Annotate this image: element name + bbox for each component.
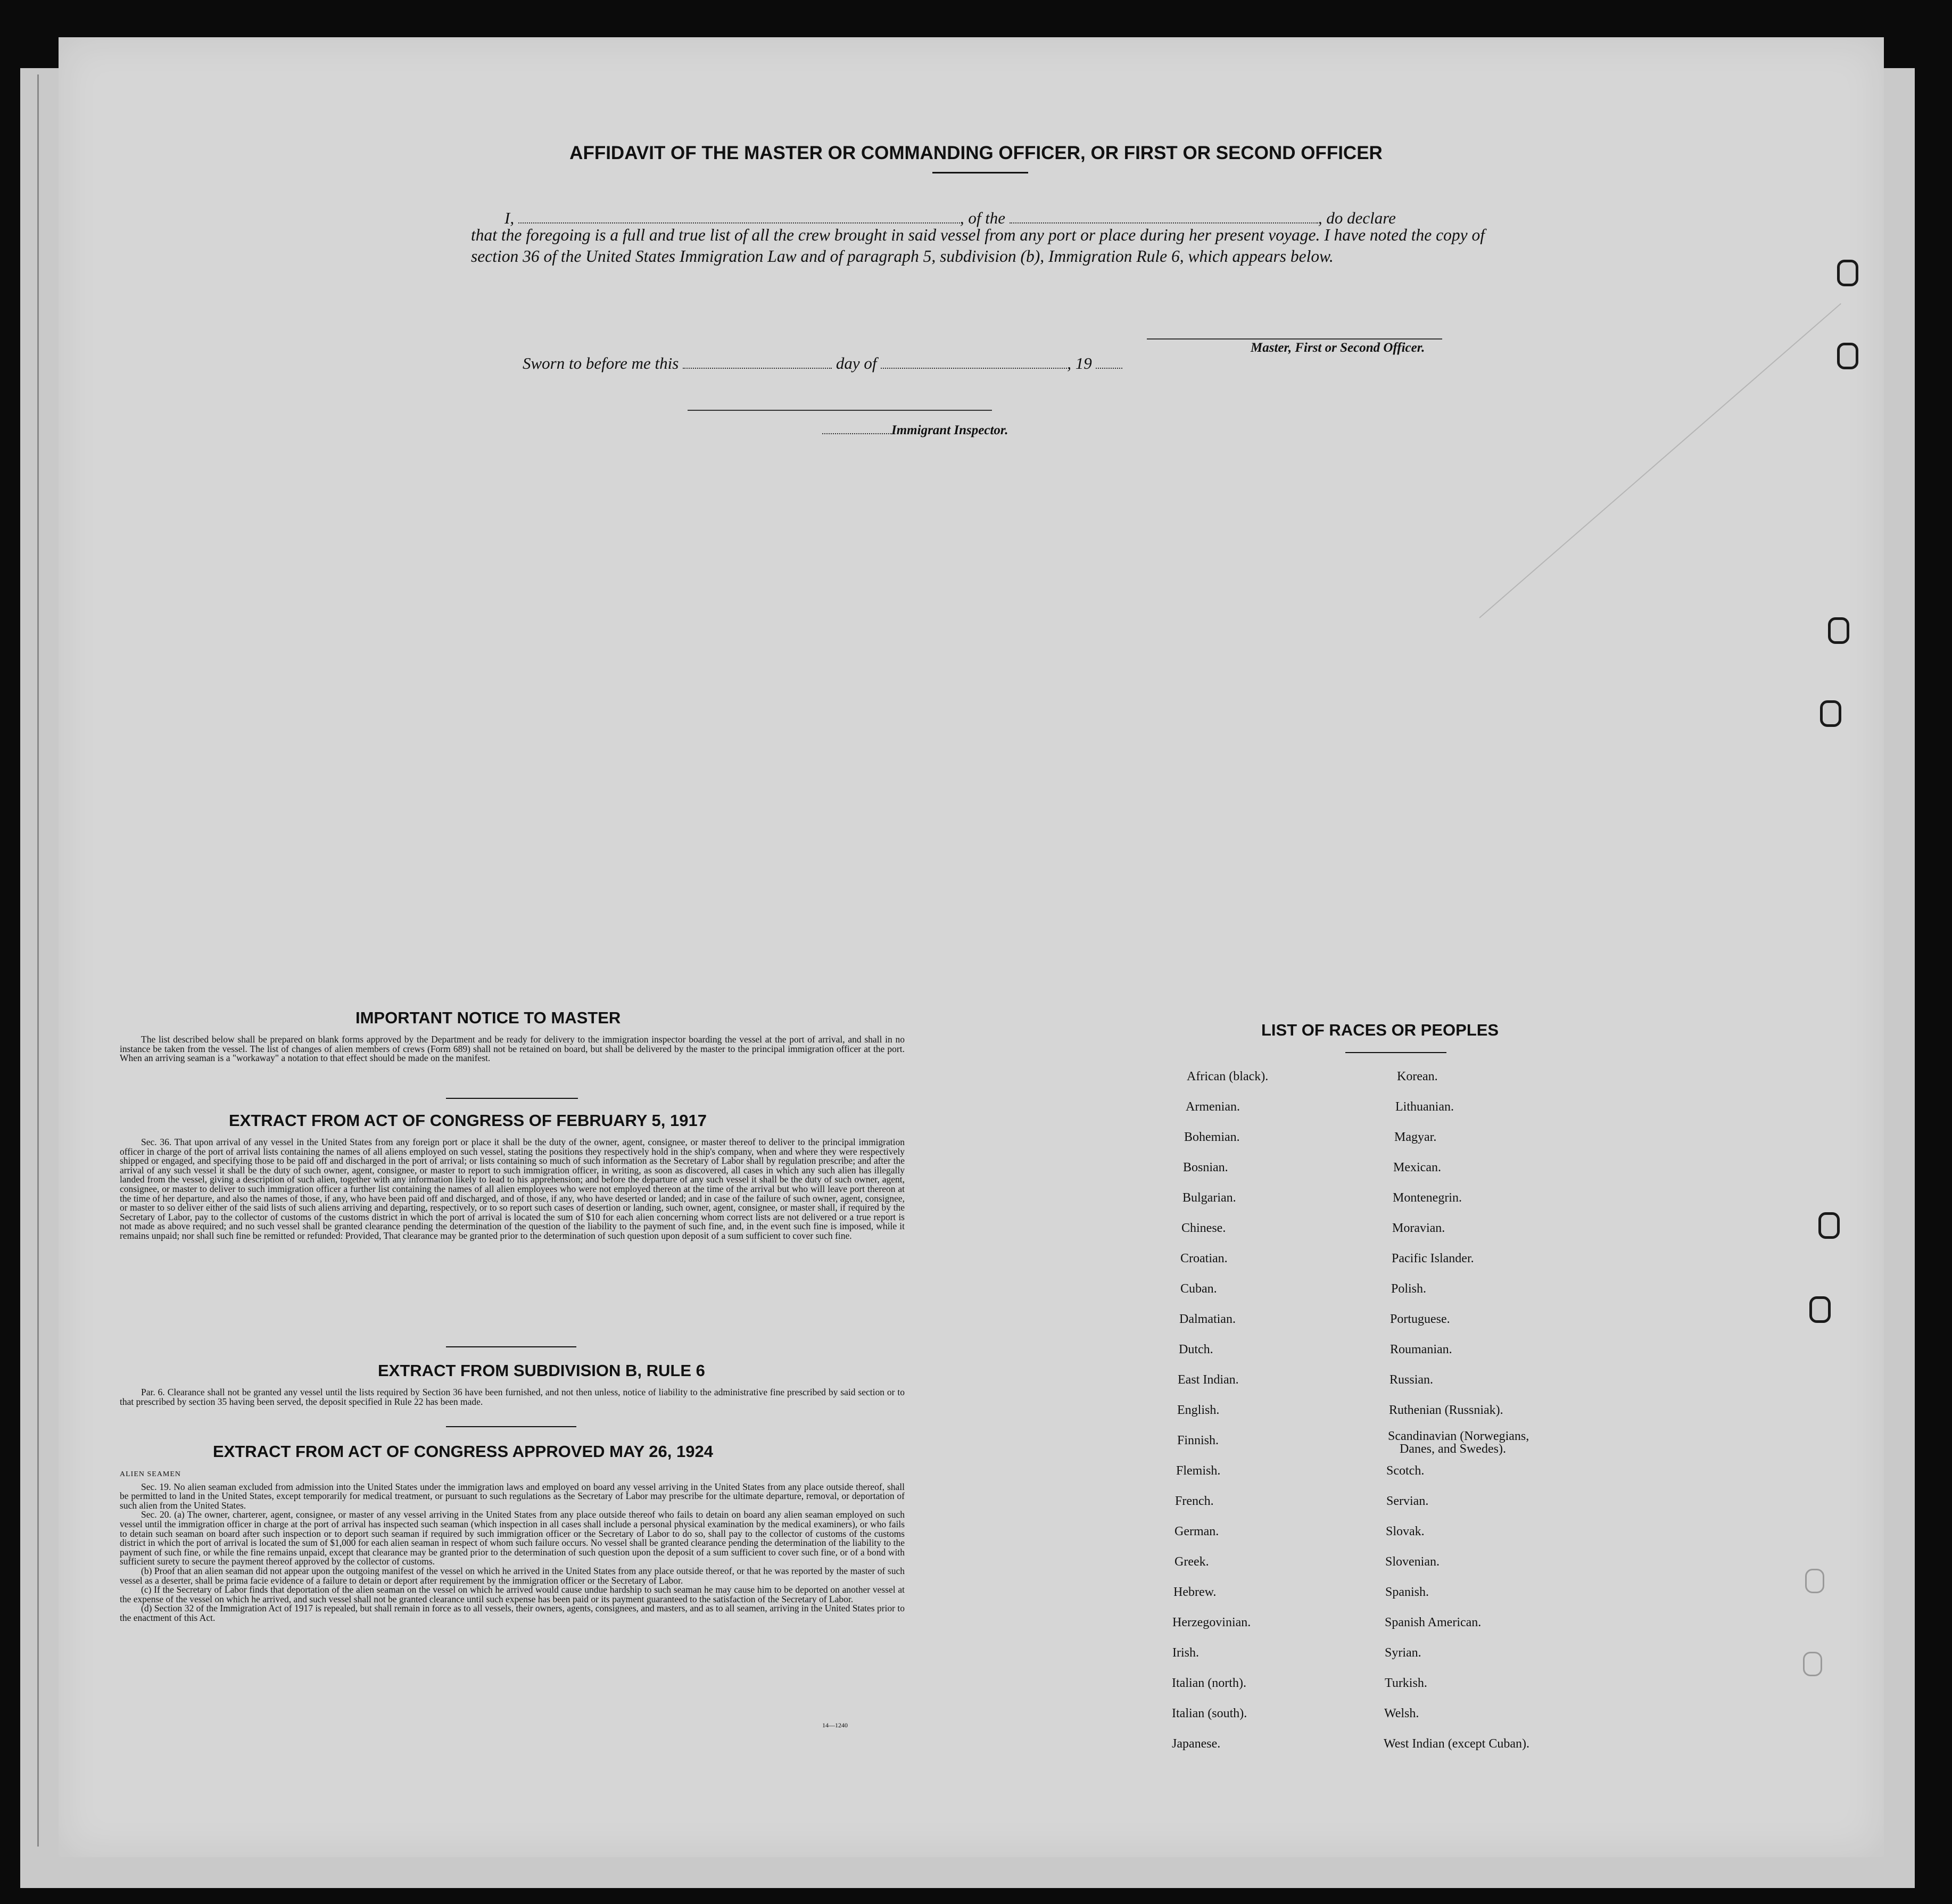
punch-hole-icon (1805, 1569, 1824, 1593)
race-item: Mexican. (1393, 1161, 1441, 1174)
races-title: LIST OF RACES OR PEOPLES (1261, 1021, 1499, 1039)
races-title-rule (1345, 1052, 1446, 1053)
race-item: Italian (south). (1172, 1707, 1247, 1720)
punch-hole-icon (1837, 343, 1858, 369)
race-item: Slovenian. (1385, 1555, 1440, 1569)
inspector-dash (822, 427, 891, 434)
sworn-month-blank[interactable] (881, 356, 1067, 369)
affidavit-title: AFFIDAVIT OF THE MASTER OR COMMANDING OFFICER, OR FIRST OR SECOND OFFICER (569, 143, 1383, 163)
sworn-day-blank[interactable] (683, 356, 832, 369)
race-item: Korean. (1397, 1070, 1438, 1083)
extract-1917-title: EXTRACT FROM ACT OF CONGRESS OF FEBRUARY 5, 1917 (229, 1111, 707, 1130)
punch-hole-icon (1803, 1652, 1822, 1676)
punch-hole-icon (1818, 1212, 1840, 1239)
affidavit-body: that the foregoing is a full and true list of all the crew brought in said vessel from any port or place during her present voyage. I have noted the copy of section 36 of the United States Immigration Law and of paragraph 5, subdivision (b), Immigration Rule 6, which appears below. (471, 226, 1485, 266)
race-item: Hebrew. (1173, 1585, 1217, 1599)
race-item: Spanish. (1385, 1585, 1429, 1599)
race-item: Bulgarian. (1182, 1191, 1236, 1205)
extract-1924-sec20b: (b) Proof that an alien seaman did not appear upon the outgoing manifest of the vessel on which he arrived in the United States from any place outside thereof, or that he was reported by the master of such vessel as a deserter, shall be prima facie evidence of a failure to detain or deport after requirement by the immigration officer or the Secretary of Labor. (120, 1565, 905, 1586)
notice-paragraph: The list described below shall be prepared on blank forms approved by the Department and be ready for delivery to the immigration inspector boarding the vessel at the port of arrival, and shall in no instance be taken from the vessel. The list of changes of alien members of crews (Form 689) shall not be retained on board, but shall be delivered by the master to the principal immigration officer at the port. When an arriving seaman is a "workaway" a notation to that effect should be made on the manifest. (120, 1034, 905, 1064)
sworn-year: , 19 (1067, 354, 1092, 372)
race-item: Scotch. (1386, 1464, 1425, 1478)
race-item: Magyar. (1394, 1130, 1437, 1144)
race-item: Polish. (1391, 1282, 1427, 1296)
race-item: Bosnian. (1183, 1161, 1228, 1174)
notice-text (120, 1035, 905, 1063)
race-item: Italian (north). (1172, 1676, 1246, 1690)
extract-1917-text (120, 1138, 905, 1241)
race-item: Pacific Islander. (1392, 1252, 1474, 1265)
inspector-signature-line[interactable] (688, 410, 992, 411)
race-item: West Indian (except Cuban). (1384, 1737, 1529, 1751)
notice-title: IMPORTANT NOTICE TO MASTER (355, 1008, 621, 1027)
extract-1924-text (120, 1469, 905, 1623)
extract-rule6-text (120, 1388, 905, 1406)
alien-seamen-subtitle: ALIEN SEAMEN (120, 1470, 181, 1478)
race-item: Dalmatian. (1179, 1312, 1236, 1326)
race-item: Bohemian. (1184, 1130, 1240, 1144)
race-item: Slovak. (1386, 1525, 1425, 1538)
punch-hole-icon (1809, 1296, 1831, 1323)
punch-hole-icon (1828, 617, 1849, 644)
race-item: Dutch. (1179, 1343, 1213, 1356)
race-item: Ruthenian (Russniak). (1389, 1403, 1503, 1417)
race-item: Danes, and Swedes). (1400, 1442, 1506, 1456)
section-rule (446, 1346, 576, 1347)
of-the-text: , of the (960, 209, 1006, 227)
race-item: Japanese. (1172, 1737, 1221, 1751)
race-item: Finnish. (1177, 1434, 1219, 1447)
extract-1924-title: EXTRACT FROM ACT OF CONGRESS APPROVED MAY 26, 1924 (213, 1442, 713, 1461)
race-item: Flemish. (1176, 1464, 1221, 1478)
vessel-name-blank[interactable] (1010, 211, 1318, 223)
extract-1924-sec20d: (d) Section 32 of the Immigration Act of 1917 is repealed, but shall remain in force as to all vessels, their owners, agents, consignees, and masters, and as to all seamen, arriving in the United States prior to the enactment of this Act. (120, 1603, 905, 1623)
race-item: Montenegrin. (1393, 1191, 1462, 1205)
race-item: East Indian. (1178, 1373, 1239, 1387)
race-item: Armenian. (1186, 1100, 1240, 1114)
race-item: German. (1174, 1525, 1219, 1538)
race-item: Servian. (1386, 1494, 1429, 1508)
race-item: Cuban. (1180, 1282, 1217, 1296)
race-item: Irish. (1172, 1646, 1199, 1660)
section-rule (446, 1098, 578, 1099)
extract-1924-sec20a: Sec. 20. (a) The owner, charterer, agent, consignee, or master of any vessel arriving in the United States from any place outside thereof who fails to detain on board any alien seaman employed on such vessel until the immigration officer in charge at the port of arrival has inspected such seaman (which inspection in all cases shall include a personal physical examination by the medical examiners), or who fails to detain such seaman on board after such inspection or to deport such seaman if required by such immigration officer or the Secretary of Labor to do so, shall pay to the collector of customs of the customs district in which the port of arrival is located the sum of $1,000 for each alien seaman in respect of whom such failure occurs. No vessel shall be granted clearance pending the determination of the liability to the payment of such fine, or while the fine remains unpaid, except that clearance may be granted prior to the determination of such question upon the deposit of a sum sufficient to cover such fine, or of a bond with sufficient surety to secure the payment thereof approved by the collector of customs. (120, 1509, 905, 1567)
extract-1924-sec20c: (c) If the Secretary of Labor finds that deportation of the alien seaman on the vessel on which he arrived would cause undue hardship to such seaman he may cause him to be deported on another vessel at the expense of the vessel on which he arrived, and such vessel shall not be granted clearance until such expense has been paid or its payment guaranteed to the satisfaction of the Secretary of Labor. (120, 1584, 905, 1604)
inspector-label-text: Immigrant Inspector. (891, 423, 1008, 437)
form-number: 14—1240 (822, 1721, 848, 1729)
punch-hole-icon (1837, 260, 1858, 286)
race-item: Croatian. (1180, 1252, 1228, 1265)
extract-rule6-paragraph: Par. 6. Clearance shall not be granted any vessel until the lists required by Section 36 have been furnished, and not then unless, notice of liability to the administrative fine prescribed by said section or to that prescribed by section 35 having been served, the deposit specified in Rule 22 has been made. (120, 1387, 905, 1407)
extract-rule6-title: EXTRACT FROM SUBDIVISION B, RULE 6 (378, 1361, 705, 1380)
sworn-prefix: Sworn to before me this (523, 354, 679, 372)
race-item: Roumanian. (1390, 1343, 1452, 1356)
race-item: Turkish. (1385, 1676, 1427, 1690)
race-item: Herzegovinian. (1172, 1616, 1251, 1629)
punch-hole-icon (1820, 700, 1841, 727)
declare-text: , do declare (1318, 209, 1396, 227)
race-item: English. (1177, 1403, 1220, 1417)
inspector-label (822, 423, 1008, 438)
declarant-prefix: I, (504, 209, 515, 227)
extract-1924-sec19: Sec. 19. No alien seaman excluded from admission into the United States under the immigration laws and employed on board any vessel arriving in the United States from any place outside thereof, shall be permitted to land in the United States, except temporarily for medical treatment, or pursuant to such regulations as the Secretary of Labor may prescribe for the ultimate departure, removal, or deportation of such alien from the United States. (120, 1481, 905, 1511)
race-item: Lithuanian. (1395, 1100, 1454, 1114)
master-signature-label: Master, First or Second Officer. (1251, 341, 1425, 355)
race-item: Greek. (1174, 1555, 1209, 1569)
race-item: Syrian. (1385, 1646, 1421, 1660)
race-item: Russian. (1389, 1373, 1434, 1387)
sworn-year-blank[interactable] (1096, 356, 1122, 369)
race-item: French. (1175, 1494, 1214, 1508)
race-item: Portuguese. (1390, 1312, 1450, 1326)
section-rule (446, 1426, 576, 1427)
race-item: Scandinavian (Norwegians, (1388, 1429, 1529, 1443)
race-item: Spanish American. (1385, 1616, 1482, 1629)
race-item: Welsh. (1384, 1707, 1419, 1720)
declarant-name-blank[interactable] (518, 211, 960, 223)
race-item: Chinese. (1181, 1221, 1226, 1235)
race-item: African (black). (1187, 1070, 1269, 1083)
master-signature-line[interactable] (1147, 338, 1442, 340)
left-margin-rule (37, 74, 39, 1847)
extract-1917-paragraph: Sec. 36. That upon arrival of any vessel in the United States from any foreign port or place it shall be the duty of the owner, agent, consignee, or master thereof to deliver to the principal immigration officer in charge of the port of arrival lists containing the names of all aliens employed on such vessel, stating the positions they respectively hold in the ship's company, when and where they were respectively shipped or engaged, and specifying those to be paid off and discharged in the port of arrival; or lists containing so much of such information as the Secretary of Labor shall by regulation prescribe; and after the arrival of any such vessel it shall be the duty of such owner, agent, consignee, or master to report to such immigration officer, in writing, as soon as discovered, all cases in which any such alien has illegally landed from the vessel, giving a description of such alien, together with any information likely to lead to his apprehension; and before the departure of any such vessel it shall be the duty of such owner, agent, consignee, or master to deliver to such immigration officer a further list containing the names of all alien employees who were not employed thereon at the time of the arrival but who will leave port thereon at the time of her departure, and also the names of those, if any, who have been paid off and discharged, and of those, if any, who have deserted or landed; and in case of the failure of such owner, agent, consignee, or master to so deliver either of the said lists of such aliens arriving and departing, respectively, or to so report such cases of desertion or landing, such owner, agent, consignee, or master shall, if required by the Secretary of Labor, pay to the collector of customs of the customs district in which the port of arrival is located the sum of $10 for each alien concerning whom correct lists are not delivered or a true report is not made as above required; and no such vessel shall be granted clearance pending the determination of the question of the liability to the payment of such fine, and, in the event such fine is imposed, while it remains unpaid; nor shall such fine be remitted or refunded: Provided, That clearance may be granted prior to the determination of such question upon deposit of a sum sufficient to cover such fine. (120, 1137, 905, 1241)
race-item: Moravian. (1392, 1221, 1445, 1235)
sworn-day-of: day of (836, 354, 877, 372)
title-rule (932, 172, 1028, 173)
sworn-line (523, 354, 1122, 373)
